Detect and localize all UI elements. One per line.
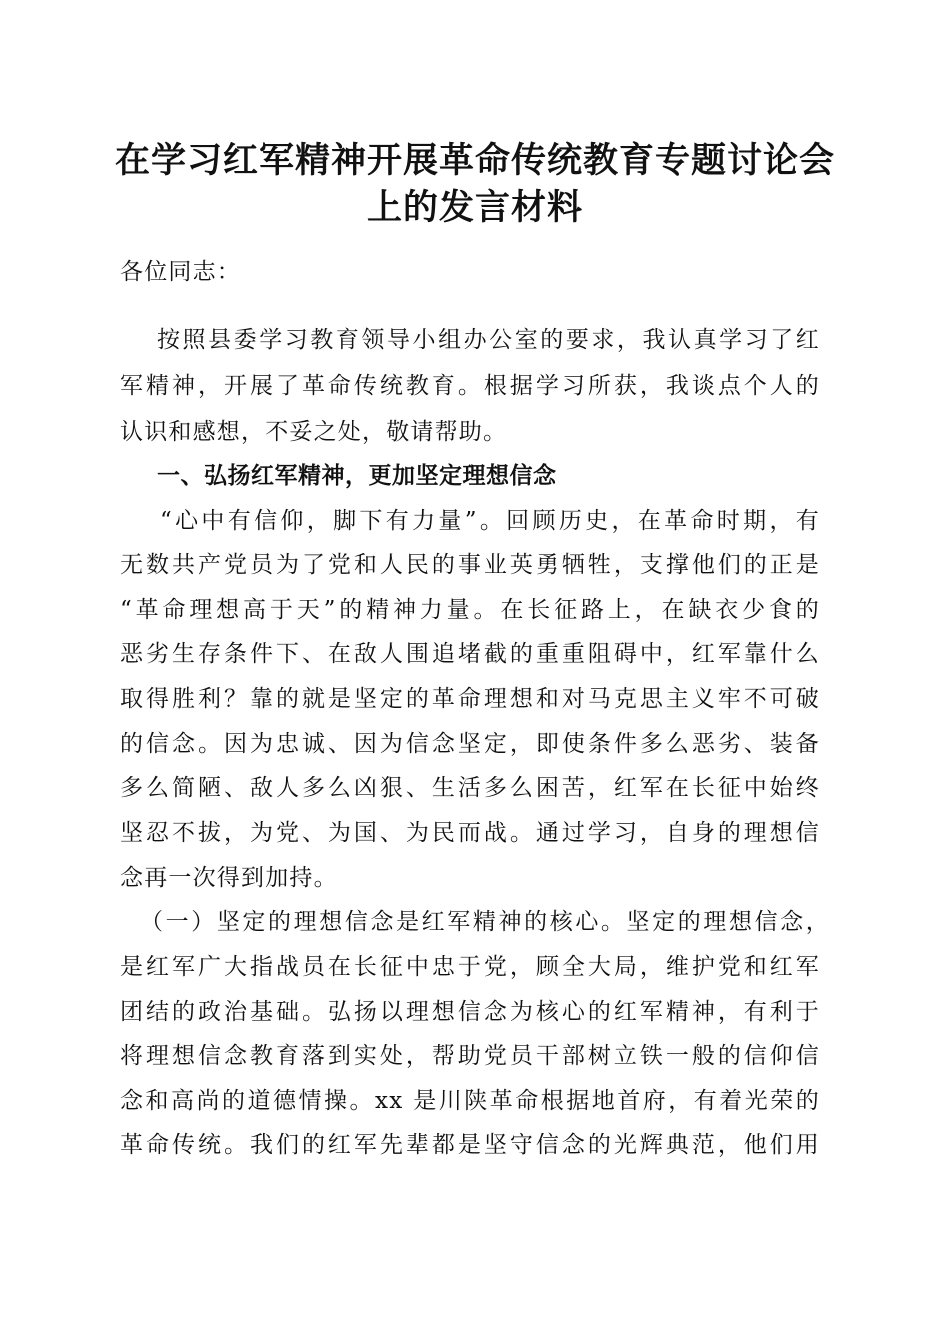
salutation: 各位同志： [120, 259, 241, 285]
subsection-1-line-6: 革命传统。我们的红军先辈都是坚守信念的光辉典范，他们用 [120, 1132, 820, 1158]
subsection-1-line-4: 将理想信念教育落到实处，帮助党员干部树立铁一般的信仰信 [120, 1043, 820, 1069]
document-title-line-2: 上的发言材料 [366, 187, 583, 228]
section-1-line-1: “心中有信仰，脚下有力量”。回顾历史，在革命时期，有 [160, 508, 820, 534]
section-1-heading: 一、弘扬红军精神，更加坚定理想信念 [157, 463, 557, 489]
section-1-line-5: 取得胜利？靠的就是坚定的革命理想和对马克思主义牢不可破 [120, 686, 820, 712]
subsection-1-line-2: 是红军广大指战员在长征中忠于党，顾全大局，维护党和红军 [120, 954, 820, 980]
document-title-line-1: 在学习红军精神开展革命传统教育专题讨论会 [114, 140, 835, 181]
section-1-line-2: 无数共产党员为了党和人民的事业英勇牺牲，支撑他们的正是 [120, 552, 820, 578]
intro-line-3: 认识和感想，不妥之处，敬请帮助。 [120, 419, 508, 445]
section-1-line-3: “革命理想高于天”的精神力量。在长征路上，在缺衣少食的 [120, 597, 820, 623]
subsection-1-line-5: 念和高尚的道德情操。xx 是川陕革命根据地首府，有着光荣的 [120, 1088, 820, 1114]
section-1-line-4: 恶劣生存条件下、在敌人围追堵截的重重阻碍中，红军靠什么 [120, 641, 820, 667]
intro-line-2: 军精神，开展了革命传统教育。根据学习所获，我谈点个人的 [120, 373, 820, 399]
intro-line-1: 按照县委学习教育领导小组办公室的要求，我认真学习了红 [157, 327, 820, 353]
section-1-line-6: 的信念。因为忠诚、因为信念坚定，即使条件多么恶劣、装备 [120, 731, 820, 757]
section-1-line-7: 多么简陋、敌人多么凶狠、生活多么困苦，红军在长征中始终 [120, 775, 820, 801]
subsection-1-line-1: （一）坚定的理想信念是红军精神的核心。坚定的理想信念， [140, 909, 830, 935]
subsection-1-line-3: 团结的政治基础。弘扬以理想信念为核心的红军精神，有利于 [120, 999, 820, 1025]
section-1-line-8: 坚忍不拔，为党、为国、为民而战。通过学习，自身的理想信 [120, 820, 820, 846]
section-1-line-9: 念再一次得到加持。 [120, 865, 338, 891]
